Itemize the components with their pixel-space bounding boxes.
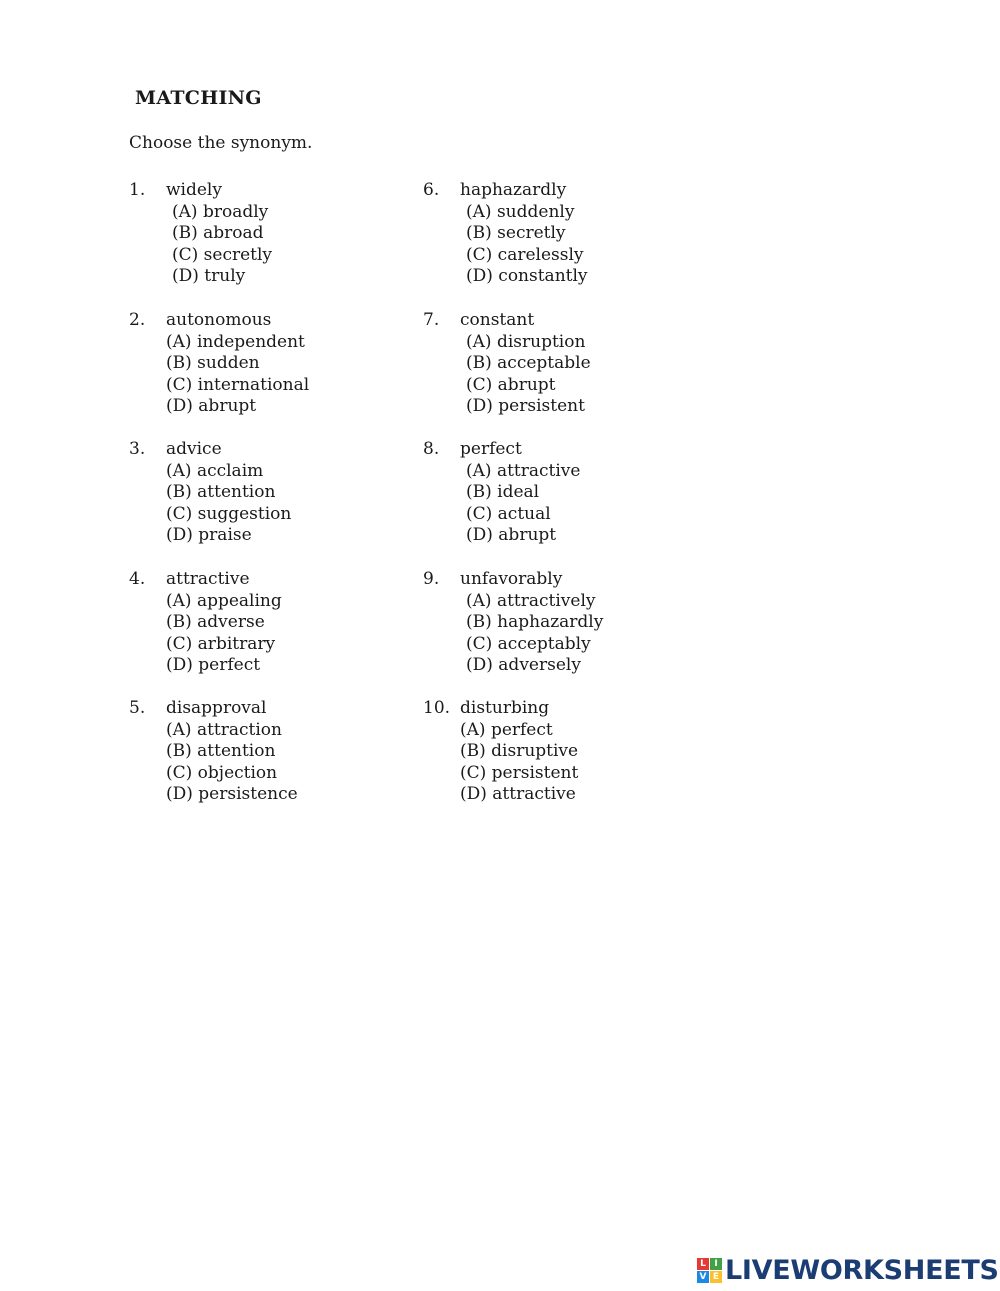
answer-option: (B) sudden: [166, 353, 260, 374]
question-word: constant: [460, 310, 535, 330]
answer-option: (D) constantly: [466, 266, 588, 287]
answer-option: (C) carelessly: [466, 244, 584, 265]
question-stem: [129, 310, 309, 332]
answer-option: (A) attractively: [466, 590, 596, 611]
question-word: autonomous: [166, 310, 272, 330]
liveworksheets-logo: [697, 1255, 999, 1286]
answer-option: (B) disruptive: [460, 741, 579, 762]
question-item: [129, 310, 309, 418]
answer-option: (B) acceptable: [466, 353, 591, 374]
question-item: [129, 180, 272, 288]
answer-option: (A) attraction: [166, 719, 282, 740]
answer-option: (B) ideal: [466, 482, 540, 503]
answer-option: (B) attention: [166, 482, 276, 503]
question-word: widely: [166, 180, 222, 200]
logo-block: L: [697, 1258, 709, 1270]
answer-option: (C) suggestion: [166, 503, 292, 524]
answer-option: (A) appealing: [166, 590, 282, 611]
question-word: attractive: [166, 569, 250, 589]
question-word: disturbing: [460, 698, 550, 718]
logo-block: I: [710, 1258, 722, 1270]
answer-option: (A) suddenly: [466, 201, 575, 222]
question-item: [423, 310, 591, 418]
logo-blocks-icon: [697, 1258, 722, 1283]
question-stem: [423, 310, 591, 332]
question-stem: [423, 180, 588, 202]
question-number: 5.: [129, 698, 146, 718]
answer-option: (C) international: [166, 374, 310, 395]
instruction: Choose the synonym.: [129, 133, 313, 153]
logo-block: V: [697, 1271, 709, 1283]
question-item: [423, 180, 588, 288]
answer-option: (C) acceptably: [466, 633, 591, 654]
question-item: [423, 698, 578, 806]
answer-option: (A) acclaim: [166, 460, 264, 481]
answer-option: (A) attractive: [466, 460, 581, 481]
question-item: [129, 698, 298, 806]
question-number: 9.: [423, 569, 440, 589]
answer-option: (D) persistent: [466, 396, 585, 417]
answer-option: (C) arbitrary: [166, 633, 276, 654]
question-number: 10.: [423, 698, 451, 718]
question-word: haphazardly: [460, 180, 567, 200]
answer-option: (D) truly: [172, 266, 246, 287]
question-number: 8.: [423, 439, 440, 459]
question-stem: [423, 439, 580, 461]
answer-option: (C) persistent: [460, 762, 579, 783]
logo-wordmark: LIVEWORKSHEETS: [725, 1255, 999, 1286]
answer-option: (D) abrupt: [166, 396, 257, 417]
question-word: advice: [166, 439, 222, 459]
answer-option: (B) haphazardly: [466, 612, 604, 633]
answer-option: (D) praise: [166, 525, 252, 546]
answer-option: (D) attractive: [460, 784, 576, 805]
answer-option: (D) adversely: [466, 655, 581, 676]
answer-option: (A) broadly: [172, 201, 269, 222]
question-number: 3.: [129, 439, 146, 459]
answer-option: (D) abrupt: [466, 525, 557, 546]
answer-option: (A) independent: [166, 331, 305, 352]
question-word: unfavorably: [460, 569, 563, 589]
answer-option: (D) persistence: [166, 784, 298, 805]
question-number: 1.: [129, 180, 146, 200]
question-item: [423, 439, 580, 547]
answer-option: (C) objection: [166, 762, 278, 783]
answer-option: (A) disruption: [466, 331, 586, 352]
answer-option: (B) abroad: [172, 223, 264, 244]
answer-option: (B) attention: [166, 741, 276, 762]
question-item: [129, 439, 291, 547]
question-stem: [423, 569, 603, 591]
page-title: MATCHING: [135, 87, 262, 109]
answer-option: (B) adverse: [166, 612, 265, 633]
question-number: 2.: [129, 310, 146, 330]
question-number: 4.: [129, 569, 146, 589]
question-number: 6.: [423, 180, 440, 200]
question-stem: [129, 180, 272, 202]
answer-option: (A) perfect: [460, 719, 553, 740]
question-stem: [129, 569, 282, 591]
answer-option: (C) abrupt: [466, 374, 556, 395]
answer-option: (B) secretly: [466, 223, 566, 244]
question-item: [423, 569, 603, 677]
question-stem: [423, 698, 578, 720]
question-number: 7.: [423, 310, 440, 330]
logo-block: E: [710, 1271, 722, 1283]
question-stem: [129, 698, 298, 720]
question-item: [129, 569, 282, 677]
answer-option: (C) secretly: [172, 244, 273, 265]
answer-option: (C) actual: [466, 503, 551, 524]
question-stem: [129, 439, 291, 461]
question-word: perfect: [460, 439, 522, 459]
answer-option: (D) perfect: [166, 655, 261, 676]
question-word: disapproval: [166, 698, 267, 718]
